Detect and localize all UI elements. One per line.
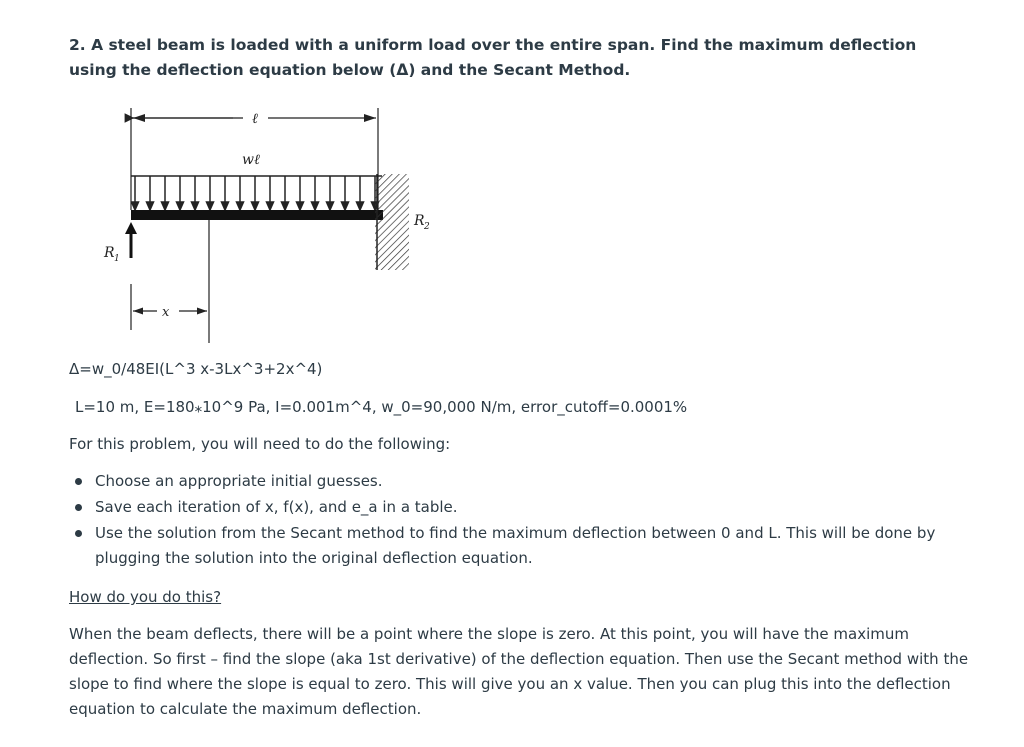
fixed-support (375, 174, 409, 270)
reaction-right-label (413, 213, 430, 232)
steel-beam (131, 210, 383, 220)
list-item: Choose an appropriate initial guesses. (69, 469, 969, 494)
svg-text:R: R (414, 213, 425, 229)
instructions-intro: For this problem, you will need to do the following: (69, 435, 451, 453)
bullet-icon (75, 530, 82, 537)
parameter-list: L=10 m, E=180⁎10^9 Pa, I=0.001m^4, w_0=90,000 N/m, error_cutoff=0.0001% (75, 398, 688, 416)
reaction-left-label (103, 245, 120, 264)
bullet-icon (75, 478, 82, 485)
beam-diagram (93, 98, 453, 348)
reaction-left-arrow (125, 222, 137, 258)
distributed-load (131, 176, 382, 210)
span-label: ℓ (252, 111, 258, 127)
x-dimension (131, 220, 209, 343)
svg-text:1: 1 (114, 254, 120, 264)
task-list (69, 469, 969, 572)
problem-title: 2. A steel beam is loaded with a uniform load over the entire span. Find the maximum deflection using the deflection equation below (Δ) and the Secant Method. (69, 36, 917, 79)
load-label: wℓ (242, 152, 260, 168)
x-label: x (162, 305, 170, 320)
how-heading: How do you do this? (69, 588, 222, 606)
svg-text:R: R (104, 245, 115, 261)
list-item: Save each iteration of x, f(x), and e_a in a table. (69, 495, 969, 520)
bullet-icon (75, 504, 82, 511)
list-item: Use the solution from the Secant method to find the maximum deflection between 0 and L. This will be done by plugging the solution into the original deflection equation. (69, 521, 969, 571)
svg-text:2: 2 (424, 222, 430, 232)
explanation-paragraph: When the beam deflects, there will be a point where the slope is zero. At this point, you will have the maximum deflection. So first – find the slope (aka 1st derivative) of the deflection equation. Then use the Secant method with the slope to find where the slope is equal to zero. This will give you an x value. Then you can plug this into the deflection equation to calculate the maximum deflection. (69, 625, 969, 718)
deflection-equation: Δ=w_0/48EI(L^3 x-3Lx^3+2x^4) (69, 360, 323, 378)
